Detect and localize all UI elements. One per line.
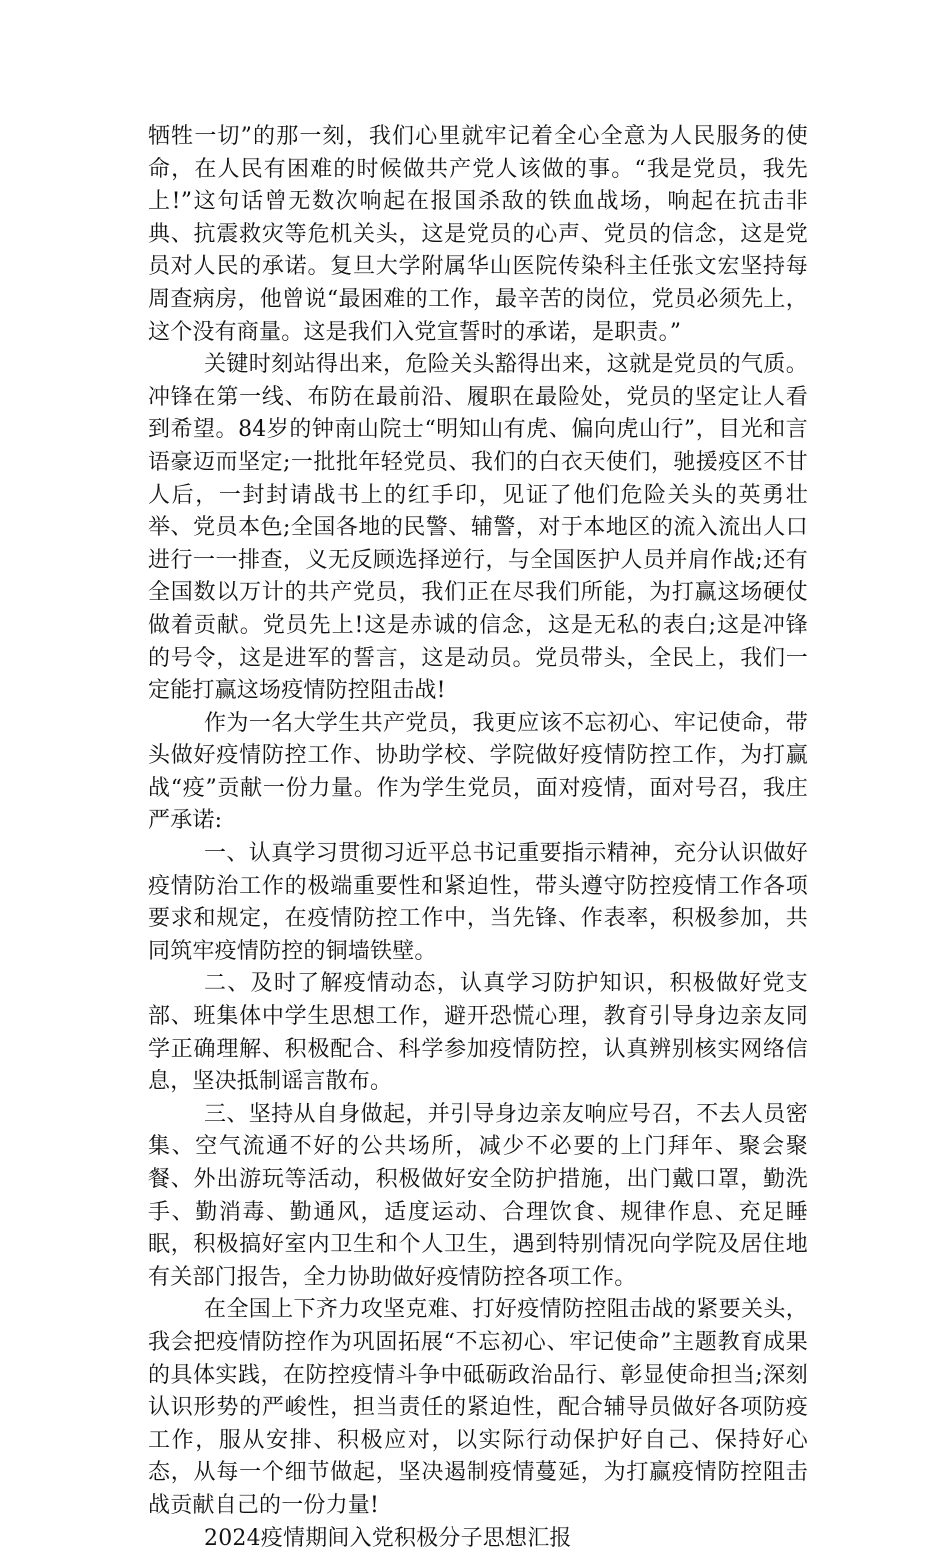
next-section-title: 2024疫情期间入党积极分子思想汇报 [204, 1525, 572, 1551]
pledge-item-2: 二、及时了解疫情动态，认真学习防护知识，积极做好党支部、班集体中学生思想工作，避开恐慌心理，教育引导身边亲友同学正确理解、积极配合、科学参加疫情防控，认真辨别核实网络信息，坚决抵制谣言散布。 [148, 971, 808, 1095]
paragraph-student-pledge-intro: 作为一名大学生共产党员，我更应该不忘初心、牢记使命，带头做好疫情防控工作、协助学校、学院做好疫情防控工作，为打赢战“疫”贡献一份力量。作为学生党员，面对疫情，面对号召，我庄严承诺: [148, 710, 808, 834]
pledge-item-1: 一、认真学习贯彻习近平总书记重要指示精神，充分认识做好疫情防治工作的极端重要性和紧迫性，带头遵守防控疫情工作各项要求和规定，在疫情防控工作中，当先锋、作表率，积极参加，共同筑牢疫情防控的铜墙铁壁。 [148, 841, 808, 964]
paragraph-party-member-qualities: 关键时刻站得出来，危险关头豁得出来，这就是党员的气质。冲锋在第一线、布防在最前沿、履职在最险处，党员的坚定让人看到希望。84岁的钟南山院士“明知山有虎、偏向虎山行”，目光和言语豪迈而坚定;一批批年轻党员、我们的白衣天使们，驰援疫区不甘人后，一封封请战书上的红手印，见证了他们危险关头的英勇壮举、党员本色;全国各地的民警、辅警，对于本地区的流入流出人口进行一一排查，义无反顾选择逆行，与全国医护人员并肩作战;还有全国数以万计的共产党员，我们正在尽我们所能，为打赢这场硬仗做着贡献。党员先上!这是赤诚的信念，这是无私的表白;这是冲锋的号令，这是进军的誓言，这是动员。党员带头，全民上，我们一定能打赢这场疫情防控阻击战! [148, 352, 808, 704]
document-body [148, 121, 808, 1555]
paragraph-continuation: 牺牲一切”的那一刻，我们心里就牢记着全心全意为人民服务的使命，在人民有困难的时候做共产党人该做的事。“我是党员，我先上!”这句话曾无数次响起在报国杀敌的铁血战场，响起在抗击非典、抗震救灾等危机关头，这是党员的心声、党员的信念，这是党员对人民的承诺。复旦大学附属华山医院传染科主任张文宏坚持每周查病房，他曾说“最困难的工作，最辛苦的岗位，党员必须先上，这个没有商量。这是我们入党宣誓时的承诺，是职责。” [148, 124, 808, 345]
paragraph-conclusion: 在全国上下齐力攻坚克难、打好疫情防控阻击战的紧要关头，我会把疫情防控作为巩固拓展“不忘初心、牢记使命”主题教育成果的具体实践，在防控疫情斗争中砥砺政治品行、彰显使命担当;深刻认识形势的严峻性，担当责任的紧迫性，配合辅导员做好各项防疫工作，服从安排、积极应对，以实际行动保护好自己、保持好心态，从每一个细节做起，坚决遏制疫情蔓延，为打赢疫情防控阻击战贡献自己的一份力量! [148, 1297, 808, 1518]
pledge-item-3: 三、坚持从自身做起，并引导身边亲友响应号召，不去人员密集、空气流通不好的公共场所，减少不必要的上门拜年、聚会聚餐、外出游玩等活动，积极做好安全防护措施，出门戴口罩，勤洗手、勤消毒、勤通风，适度运动、合理饮食、规律作息、充足睡眠，积极搞好室内卫生和个人卫生，遇到特别情况向学院及居住地有关部门报告，全力协助做好疫情防控各项工作。 [148, 1101, 808, 1290]
